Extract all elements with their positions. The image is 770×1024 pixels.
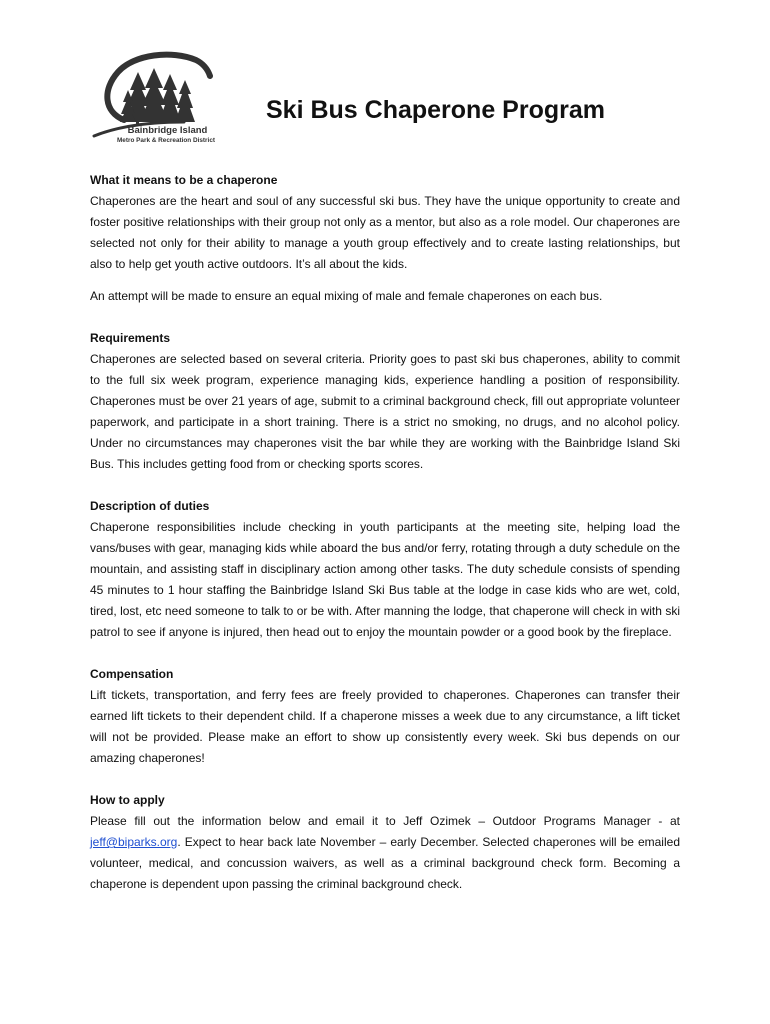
section-heading-duties: Description of duties bbox=[90, 499, 210, 513]
logo-name: Bainbridge Island bbox=[127, 125, 208, 136]
section-heading-apply: How to apply bbox=[90, 793, 165, 807]
page-title: Ski Bus Chaperone Program bbox=[266, 96, 605, 124]
section-paragraph-what: Chaperones are the heart and soul of any successful ski bus. They have the unique opportunity to create and foster positive relationships with their group not only as a mentor, but also as a role model. Our chaperones are selected not only for their ability to manage a youth group effectively and to create lasting relationships, but also to help get youth active outdoors. It’s all about the kids. bbox=[90, 194, 680, 271]
logo-subtitle: Metro Park & Recreation District bbox=[116, 137, 216, 144]
section-paragraph-apply bbox=[90, 811, 680, 895]
document-body bbox=[90, 170, 680, 895]
section-heading-requirements: Requirements bbox=[90, 331, 171, 345]
section-paragraph-compensation: Lift tickets, transportation, and ferry fees are freely provided to chaperones. Chaperones can transfer their earned lift tickets to their dependent child. If a chaperone misses a week due to any circumstance, a lift ticket will not be provided. Please make an effort to show up consistently every week. Ski bus depends on our amazing chaperones! bbox=[90, 688, 680, 765]
email-link[interactable]: jeff@biparks.org bbox=[90, 835, 178, 849]
apply-text-before: Please fill out the information below and email it to Jeff Ozimek – Outdoor Programs Manager - at bbox=[90, 814, 680, 828]
section-paragraph-mixing: An attempt will be made to ensure an equal mixing of male and female chaperones on each bus. bbox=[90, 289, 603, 303]
district-logo bbox=[84, 50, 224, 150]
section-heading-compensation: Compensation bbox=[90, 667, 174, 681]
section-paragraph-duties: Chaperone responsibilities include checking in youth participants at the meeting site, helping load the vans/buses with gear, managing kids while aboard the bus and/or ferry, rotating through a duty schedule on the mountain, and assisting staff in disciplinary action among other tasks. The duty schedule consists of spending 45 minutes to 1 hour staffing the Bainbridge Island Ski Bus table at the lodge in case kids who are wet, cold, tired, lost, etc need someone to talk to or be with. After manning the lodge, that chaperone will check in with ski patrol to see if anyone is injured, then head out to enjoy the mountain powder or a good book by the fireplace. bbox=[90, 520, 680, 639]
section-heading-what: What it means to be a chaperone bbox=[90, 173, 278, 187]
apply-text-after: . Expect to hear back late November – early December. Selected chaperones will be emailed volunteer, medical, and concussion waivers, as well as a criminal background check form. Becoming a chaperone is dependent upon passing the criminal background check. bbox=[90, 835, 680, 891]
section-paragraph-requirements: Chaperones are selected based on several criteria. Priority goes to past ski bus chaperones, ability to commit to the full six week program, experience managing kids, experience handling a position of responsibility. Chaperones must be over 21 years of age, submit to a criminal background check, fill out appropriate volunteer paperwork, and participate in a short training. There is a strict no smoking, no drugs, and no alcohol policy. Under no circumstances may chaperones visit the bar while they are working with the Bainbridge Island Ski Bus. This includes getting food from or checking sports scores. bbox=[90, 352, 680, 471]
